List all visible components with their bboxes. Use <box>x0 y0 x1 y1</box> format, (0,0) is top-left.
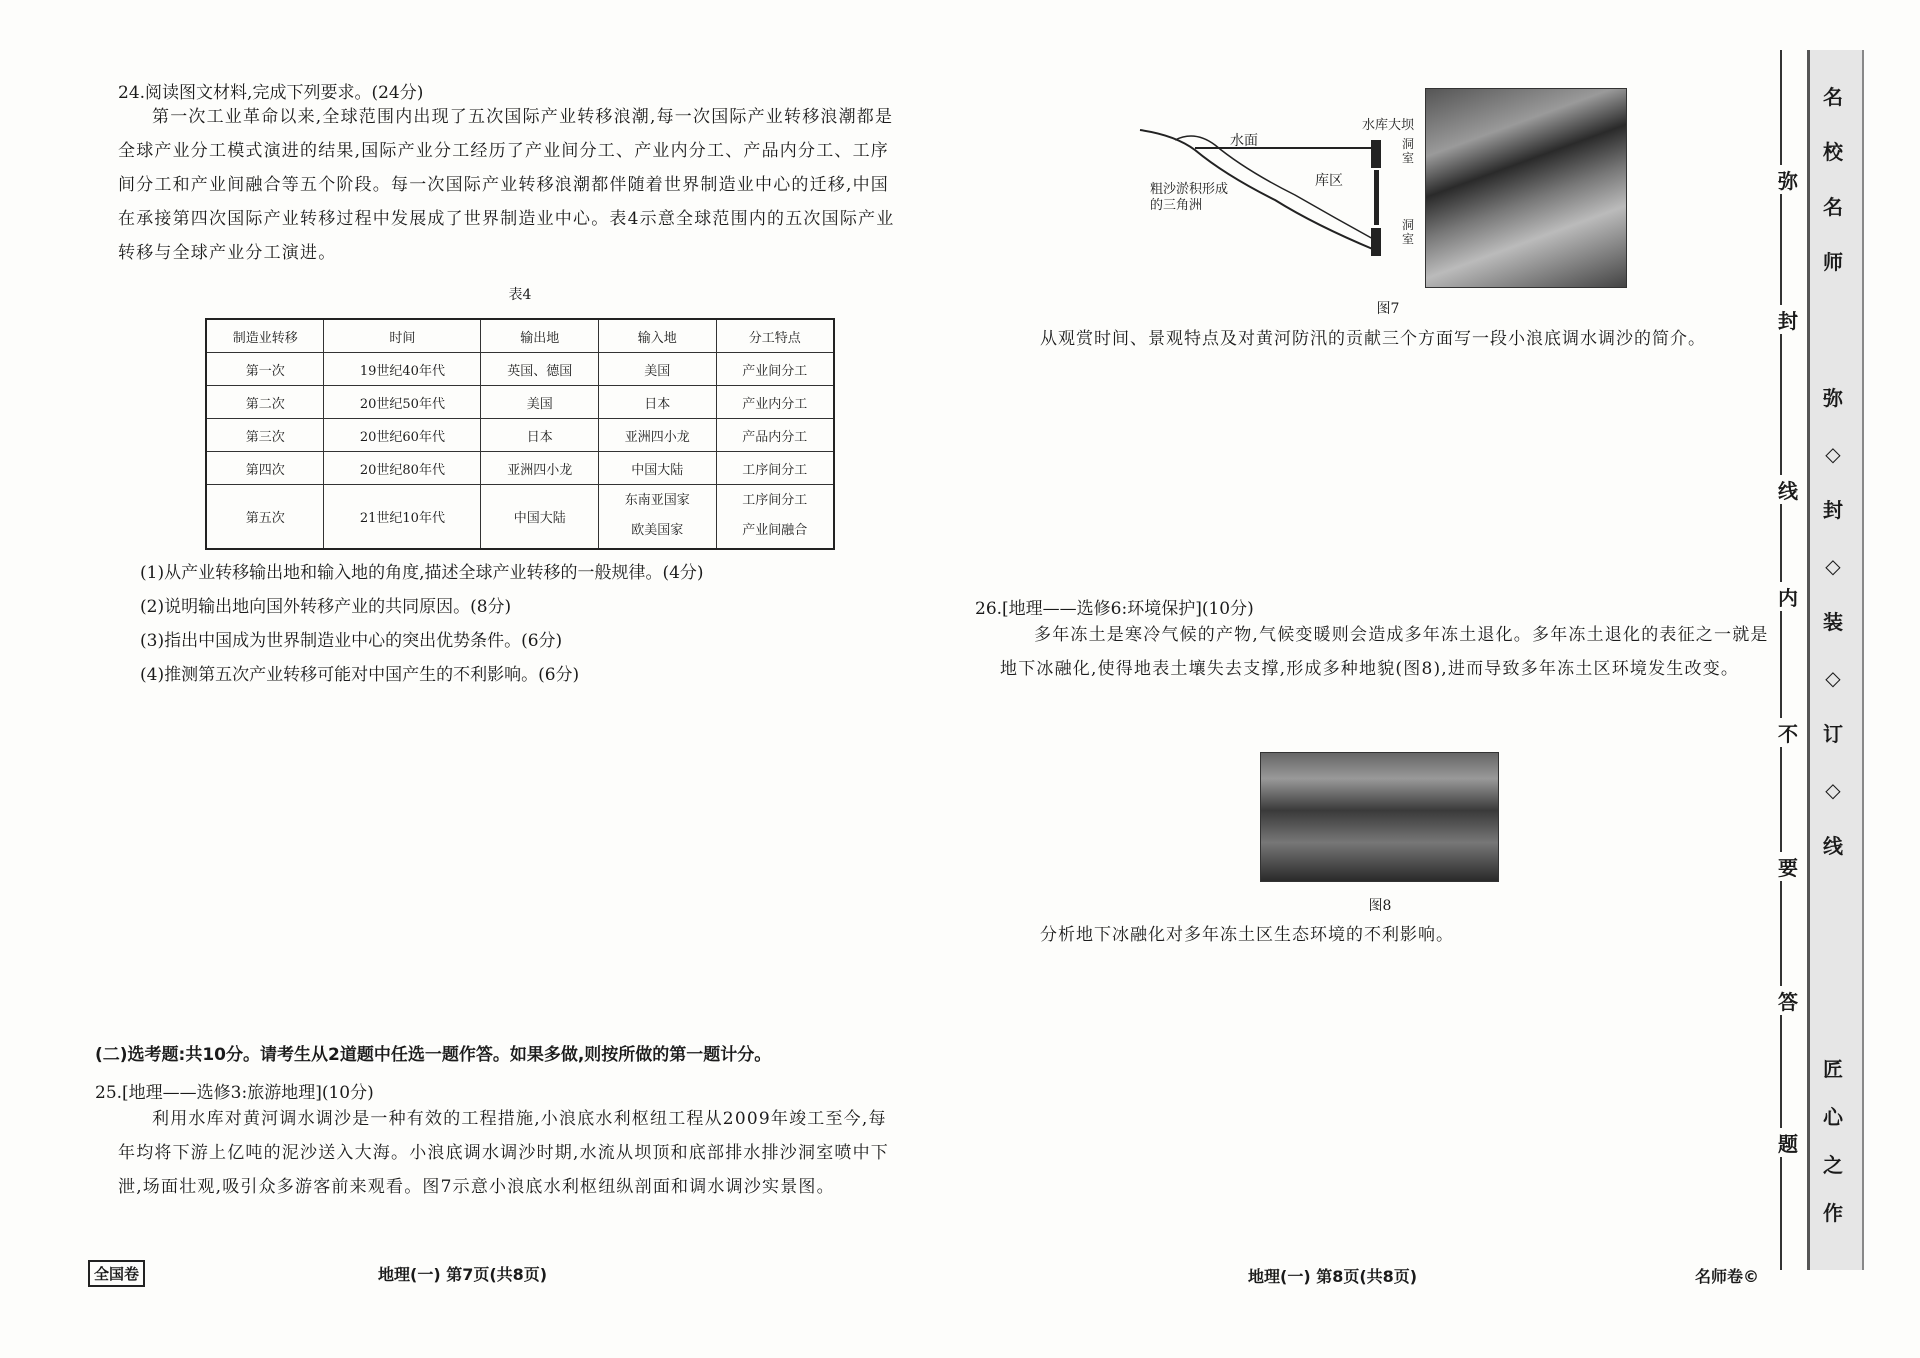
footer-badge: 全国卷 <box>88 1260 145 1287</box>
figure-7-photo <box>1425 88 1627 288</box>
fig7-delta-label-1: 粗沙淤积形成 <box>1150 182 1229 197</box>
binding-col-char: 答 <box>1778 986 1798 1015</box>
table-cell: 第三次 <box>206 419 324 452</box>
strip-mid-text: 弥◇封◇装◇订◇线 <box>1823 386 1843 858</box>
elective-heading: (二)选考题:共10分。请考生从2道题中任选一题作答。如果多做,则按所做的第一题计分。 <box>95 1045 772 1065</box>
q24-sub-4: (4)推测第五次产业转移可能对中国产生的不利影响。(6分) <box>140 665 580 685</box>
binding-col-char: 不 <box>1778 718 1798 747</box>
binding-col-char: 封 <box>1778 305 1798 334</box>
strip-bottom-text: 匠心之作 <box>1823 1057 1843 1225</box>
table-row <box>206 485 834 549</box>
table-cell-line: 产业间融合 <box>742 523 808 539</box>
q24-sub-1: (1)从产业转移输出地和输入地的角度,描述全球产业转移的一般规律。(4分) <box>140 563 704 583</box>
table-cell: 21世纪10年代 <box>324 485 481 549</box>
table-cell: 20世纪60年代 <box>324 419 481 452</box>
q24-title: 24.阅读图文材料,完成下列要求。(24分) <box>118 83 424 103</box>
binding-col-char: 线 <box>1778 475 1798 504</box>
binding-col-char: 弥 <box>1778 165 1798 194</box>
q24-sub-3: (3)指出中国成为世界制造业中心的突出优势条件。(6分) <box>140 631 563 651</box>
binding-line <box>1780 50 1783 1270</box>
fig7-dam-label: 水库大坝 <box>1362 118 1415 133</box>
table-cell: 20世纪80年代 <box>324 452 481 485</box>
table-cell: 日本 <box>481 419 599 452</box>
q24-sub-2: (2)说明输出地向国外转移产业的共同原因。(8分) <box>140 597 512 617</box>
q26-paragraph: 多年冻土是寒冷气候的产物,气候变暖则会造成多年冻土退化。多年冻土退化的表征之一就是地下冰融化,使得地表土壤失去支撑,形成多种地貌(图8),进而导致多年冻土区环境发生改变。 <box>1000 625 1769 679</box>
q26-ask: 分析地下冰融化对多年冻土区生态环境的不利影响。 <box>1040 925 1454 945</box>
table-4 <box>205 318 835 550</box>
q26-title: 26.[地理——选修6:环境保护](10分) <box>975 599 1254 619</box>
table-cell: 中国大陆 <box>599 452 716 485</box>
table-cell: 第四次 <box>206 452 324 485</box>
q25-ask: 从观赏时间、景观特点及对黄河防汛的贡献三个方面写一段小浪底调水调沙的简介。 <box>1040 329 1706 349</box>
table-header: 输出地 <box>481 319 599 353</box>
table-cell: 19世纪40年代 <box>324 353 481 386</box>
figure-8-photo <box>1260 752 1499 882</box>
table-cell <box>599 485 716 549</box>
footer-brand: 名师卷© <box>1695 1267 1760 1286</box>
table-cell: 第五次 <box>206 485 324 549</box>
table-cell: 产品内分工 <box>716 419 834 452</box>
table-cell: 第二次 <box>206 386 324 419</box>
table-cell-line: 工序间分工 <box>742 493 808 509</box>
table-cell-line: 欧美国家 <box>631 523 684 539</box>
table-cell: 第一次 <box>206 353 324 386</box>
table-cell: 美国 <box>599 353 716 386</box>
table-cell: 英国、德国 <box>481 353 599 386</box>
figure-7-caption: 图7 <box>1376 301 1400 317</box>
fig7-delta-label-2: 的三角洲 <box>1150 198 1203 213</box>
table-header: 制造业转移 <box>206 319 324 353</box>
table-cell: 日本 <box>599 386 716 419</box>
table-row <box>206 419 834 452</box>
table-cell: 工序间分工 <box>716 452 834 485</box>
table-cell: 中国大陆 <box>481 485 599 549</box>
table-cell: 产业内分工 <box>716 386 834 419</box>
binding-col-char: 题 <box>1778 1128 1798 1157</box>
table-cell: 20世纪50年代 <box>324 386 481 419</box>
binding-col-char: 要 <box>1778 852 1798 881</box>
table-cell: 亚洲四小龙 <box>599 419 716 452</box>
q25-title: 25.[地理——选修3:旅游地理](10分) <box>95 1083 374 1103</box>
table-cell: 产业间分工 <box>716 353 834 386</box>
figure-8-caption: 图8 <box>1368 898 1392 914</box>
binding-col-char: 内 <box>1778 582 1798 611</box>
table-row <box>206 353 834 386</box>
dam-middle <box>1374 170 1379 225</box>
table-row <box>206 452 834 485</box>
table-header-row <box>206 319 834 353</box>
table-header: 输入地 <box>599 319 716 353</box>
q24-paragraph: 第一次工业革命以来,全球范围内出现了五次国际产业转移浪潮,每一次国际产业转移浪潮都是全球产业分工模式演进的结果,国际产业分工经历了产业间分工、产业内分工、产品内分工、工序间分工和产业间融合等五个阶段。每一次国际产业转移浪潮都伴随着世界制造业中心的迁移,中国在承接第四次国际产业转移过程中发展成了世界制造业中心。表4示意全球范围内的五次国际产业转移与全球产业分工演进。 <box>118 107 895 263</box>
dam-upper <box>1371 140 1381 168</box>
footer-right-page: 地理(一) 第8页(共8页) <box>1248 1267 1418 1286</box>
table-header: 分工特点 <box>716 319 834 353</box>
table-cell-line: 东南亚国家 <box>624 493 690 509</box>
table-header: 时间 <box>324 319 481 353</box>
table-cell: 美国 <box>481 386 599 419</box>
strip-top-text: 名校名师 <box>1823 85 1843 274</box>
table-cell: 亚洲四小龙 <box>481 452 599 485</box>
fig7-reservoir-label: 库区 <box>1315 173 1343 189</box>
footer-left-page: 地理(一) 第7页(共8页) <box>378 1265 548 1284</box>
table4-caption: 表4 <box>508 287 532 303</box>
fig7-water-surface-label: 水面 <box>1230 133 1258 149</box>
table-row <box>206 386 834 419</box>
q25-paragraph: 利用水库对黄河调水调沙是一种有效的工程措施,小浪底水利枢纽工程从2009年竣工至今,每年均将下游上亿吨的泥沙送入大海。小浪底调水调沙时期,水流从坝顶和底部排水排沙洞室喷中下泄,场面壮观,吸引众多游客前来观看。图7示意小浪底水利枢纽纵剖面和调水调沙实景图。 <box>118 1109 890 1197</box>
fig7-cave-label-1: 洞室 <box>1402 137 1415 165</box>
fig7-cave-label-2: 洞室 <box>1402 218 1415 246</box>
table-cell <box>716 485 834 549</box>
dam-lower <box>1371 228 1381 256</box>
